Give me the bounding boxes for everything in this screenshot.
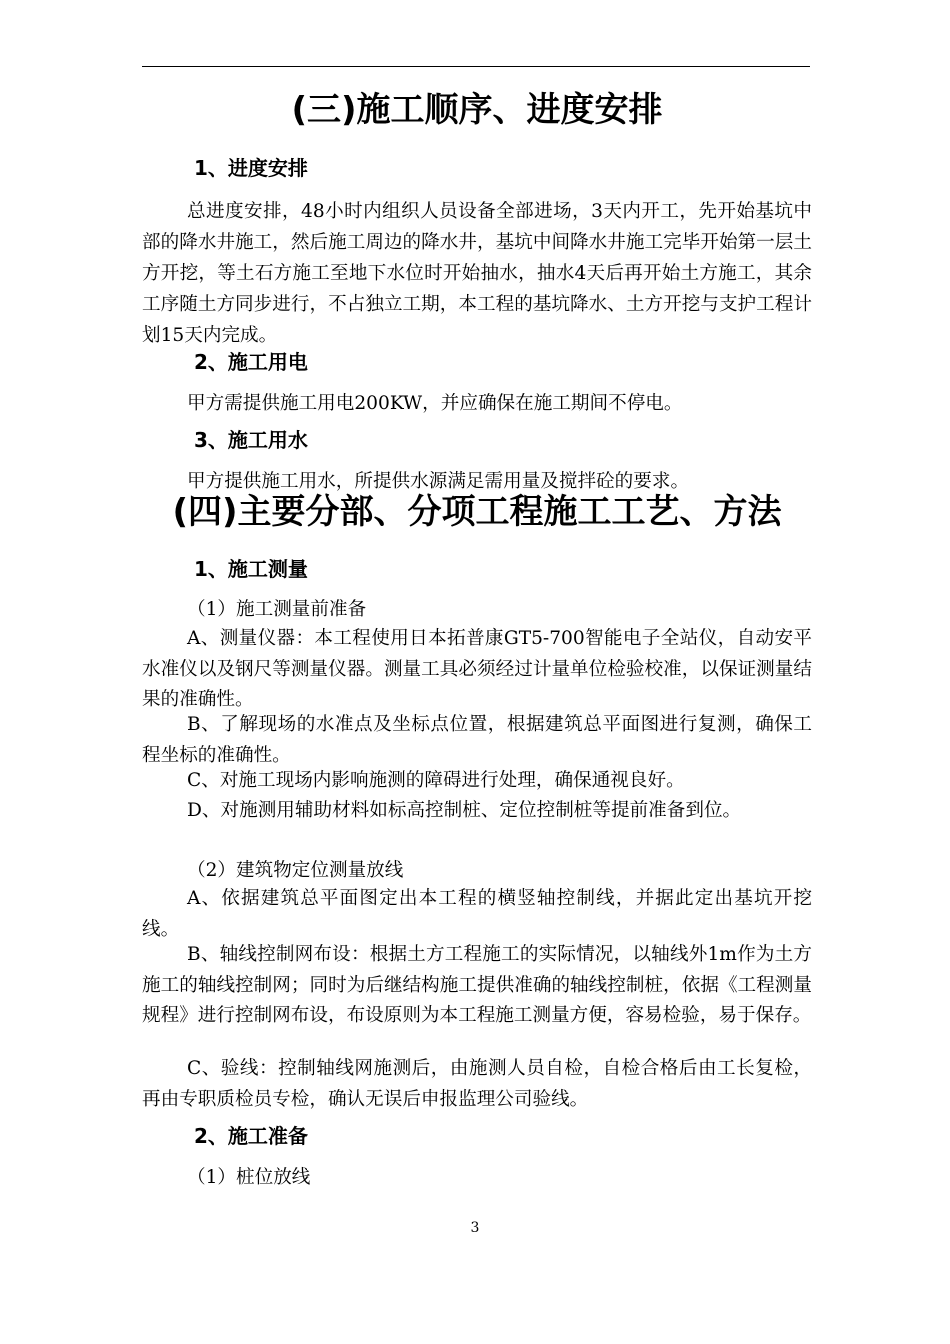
paragraph-obstacles: C、对施工现场内影响施测的障碍进行处理，确保通视良好。 (187, 770, 685, 791)
paragraph-axis-lines: A、依据建筑总平面图定出本工程的横竖轴控制线，并据此定出基坑开挖线。 (142, 888, 812, 940)
paragraph-schedule: 总进度安排，48小时内组织人员设备全部进场，3天内开工，先开始基坑中部的降水井施工，然后施工周边的降水井，基坑中间降水井施工完毕开始第一层土方开挖，等土石方施工至地下水位时开始抽水，抽水4天后再开始土方施工，其余工序随土方同步进行，不占独立工期，本工程的基坑降水、土方开挖与支护工程计划15天内完成。 (142, 201, 812, 346)
section-3-title: (三)施工顺序、进度安排 (291, 90, 663, 130)
heading-water: 3、施工用水 (194, 428, 308, 452)
paragraph-instruments: A、测量仪器：本工程使用日本拓普康GT5-700智能电子全站仪，自动安平水准仪以及钢尺等测量仪器。测量工具必须经过计量单位检验校准，以保证测量结果的准确性。 (142, 628, 812, 710)
section-4-title: (四)主要分部、分项工程施工工艺、方法 (172, 492, 782, 532)
header-rule (142, 66, 810, 67)
heading-schedule: 1、进度安排 (194, 156, 308, 180)
paragraph-water: 甲方提供施工用水，所提供水源满足需用量及搅拌砼的要求。 (187, 471, 690, 492)
page-number: 3 (470, 1220, 480, 1236)
paragraph-benchmarks: B、了解现场的水准点及坐标点位置，根据建筑总平面图进行复测，确保工程坐标的准确性。 (142, 714, 812, 766)
paragraph-control-network: B、轴线控制网布设：根据土方工程施工的实际情况，以轴线外1m作为土方施工的轴线控制网；同时为后继结构施工提供准确的轴线控制桩，依据《工程测量规程》进行控制网布设，布设原则为本工程施工测量方便，容易检验，易于保存。 (142, 944, 812, 1026)
paragraph-power: 甲方需提供施工用电200KW，并应确保在施工期间不停电。 (187, 393, 683, 414)
heading-power: 2、施工用电 (194, 350, 308, 374)
subheading-survey-prep: （1）施工测量前准备 (187, 599, 367, 620)
subheading-pile-layout: （1）桩位放线 (187, 1167, 311, 1188)
paragraph-line-check: C、验线：控制轴线网施测后，由施测人员自检，自检合格后由工长复检，再由专职质检员专检，确认无误后申报监理公司验线。 (142, 1058, 812, 1110)
heading-survey: 1、施工测量 (194, 557, 308, 581)
subheading-positioning: （2）建筑物定位测量放线 (187, 860, 404, 881)
heading-preparation: 2、施工准备 (194, 1124, 308, 1148)
paragraph-materials: D、对施测用辅助材料如标高控制桩、定位控制桩等提前准备到位。 (187, 800, 742, 821)
